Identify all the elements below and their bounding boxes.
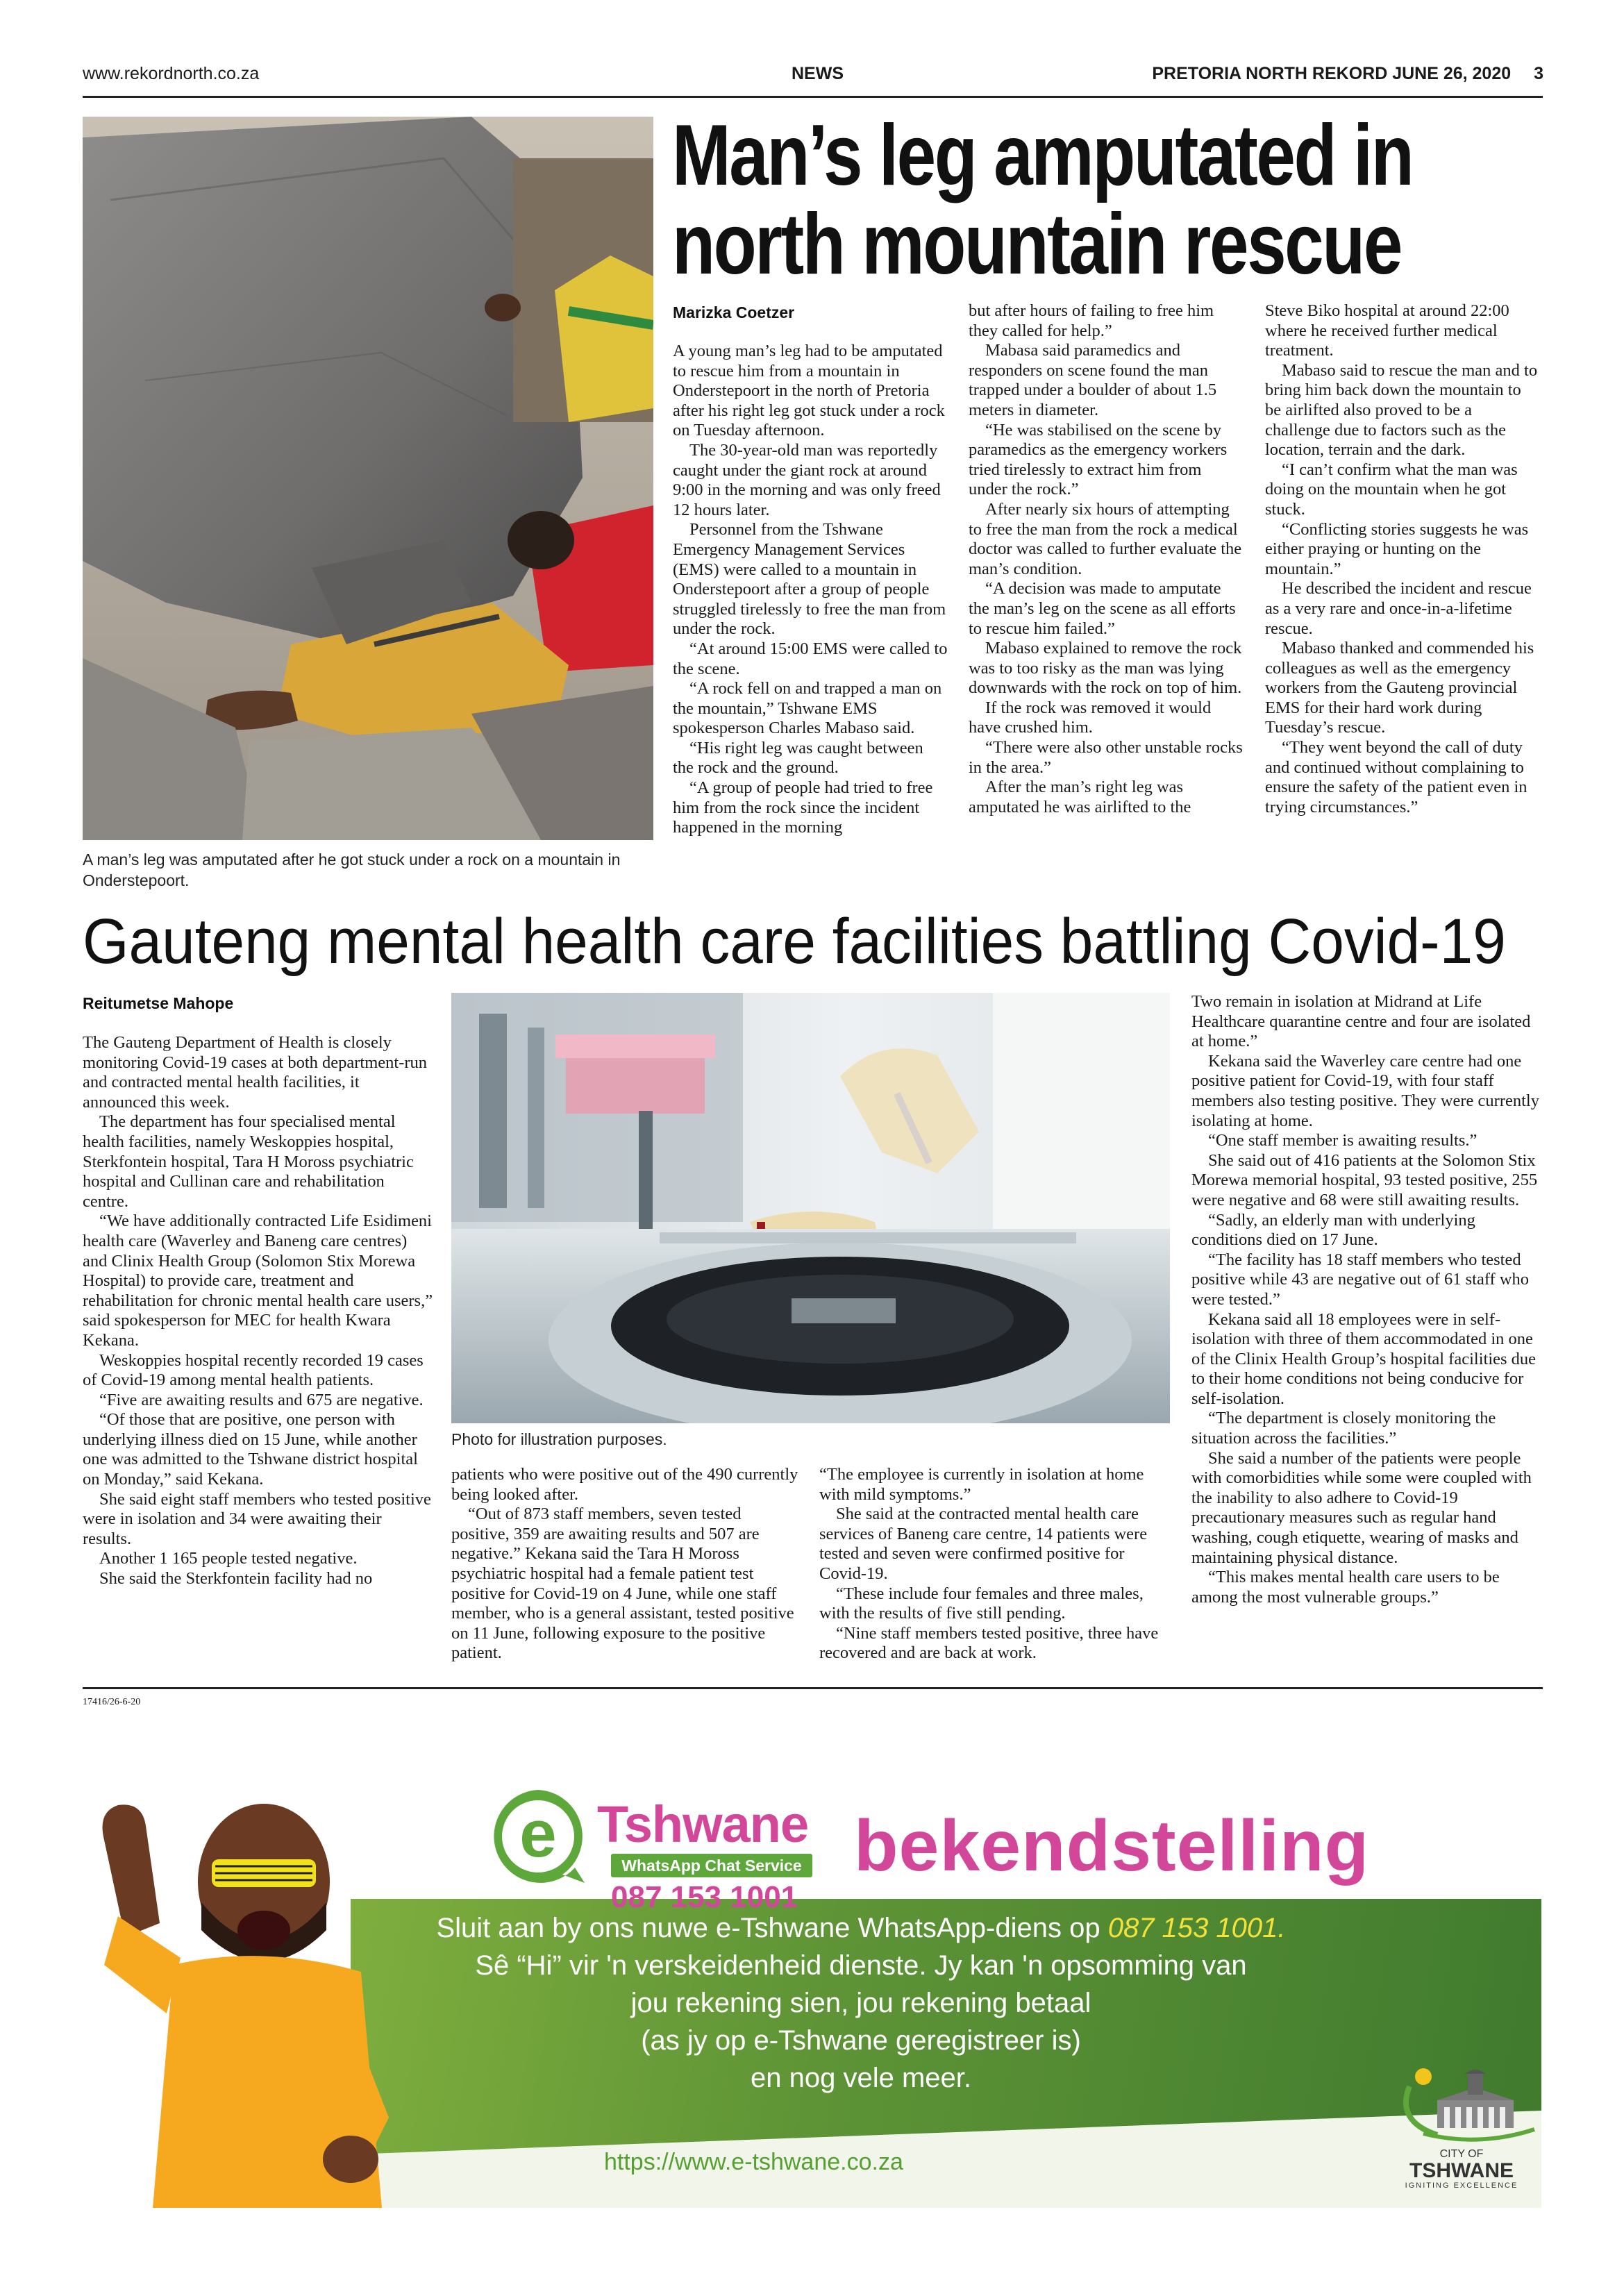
article1-column-1 [673,342,948,838]
paragraph: She said out of 416 patients at the Solomon Stix Morewa memorial hospital, 93 tested positive, 255 were negative and 68 were still awaiting results. [1191,1150,1538,1209]
paragraph: “We have additionally contracted Life Esidimeni health care (Waverley and Baneng care centres) and Clinix Health Group (Solomon Stix Morewa Hospital) to provide care, treatment and rehabilitation for chronic mental health care users,” said spokesperson for MEC for health Kwara Kekana. [83,1212,433,1350]
advert-line-1-text: Sluit aan by ons nuwe e-Tshwane WhatsApp-diens op [436,1913,1108,1943]
article2-byline: Reitumetse Mahope [83,994,234,1012]
paragraph: “Of those that are positive, one person with underlying illness died on 15 June, while another one was admitted to the Tshwane district hospital on Monday,” said Kekana. [83,1410,418,1489]
rescue-photo-caption: A man’s leg was amputated after he got stuck under a rock on a mountain in Onderstepoort. [83,850,621,889]
paragraph: “A rock fell on and trapped a man on the mountain,” Tshwane EMS spokesperson Charles Mabaso said. [673,679,942,738]
paragraph: Kekana said all 18 employees were in self-isolation with three of them accommodated in one of the Clinix Health Group’s hospital facilities due to their home conditions not being conducive for self-isolation. [1191,1309,1537,1408]
logo-subtitle: WhatsApp Chat Service [611,1854,812,1877]
header-rule [83,96,1543,98]
paragraph: Weskoppies hospital recently recorded 19 cases of Covid-19 among mental health patients. [83,1350,424,1390]
paragraph: “One staff member is awaiting results.” [1208,1131,1477,1150]
paragraph: Mabasa said paramedics and responders on scene found the man trapped under a boulder of about 1.5 meters in diameter. [969,341,1217,419]
advert-person-image [76,1784,410,2208]
paragraph: “The employee is currently in isolation at home with mild symptoms.” [819,1465,1144,1504]
paragraph: “At around 15:00 EMS were called to the scene. [673,639,948,678]
lab-photo [451,993,1170,1423]
rescue-photo [83,117,653,840]
paragraph: The department has four specialised mental health facilities, namely Weskoppies hospital, Sterkfontein hospital, Tara H Moross psychiatric hospital and Cullinan care and rehabilitation centre. [83,1112,414,1211]
logo-phone-number[interactable]: 087 153 1001 [611,1880,798,1914]
paragraph: “This makes mental health care users to be among the most vulnerable groups.” [1191,1568,1500,1607]
advert-title: bekendstelling [854,1806,1370,1886]
advert-line-3: jou rekening sien, jou rekening betaal [630,1988,1091,2018]
article1-headline-line1: Man’s leg amputated in [672,108,1413,203]
city-name-label: TSHWANE [1409,2159,1514,2182]
article2-column-2 [451,1465,803,1664]
paragraph: She said a number of the patients were people with comorbidities while some were coupled with the inability to also adhere to Covid-19 precautionary measures such as regular hand washing, cough etiquette, wearing of masks and maintaining physical distance. [1191,1448,1532,1567]
paragraph: The Gauteng Department of Health is closely monitoring Covid-19 cases at both department-run and contracted mental health facilities, it announced this week. [83,1033,428,1112]
publication-date: PRETORIA NORTH REKORD JUNE 26, 2020 [1152,64,1512,83]
paragraph: After the man’s right leg was amputated he was airlifted to the [969,778,1191,816]
paragraph: “They went beyond the call of duty and continued without complaining to ensure the safety of the patient even in trying circumstances.” [1265,738,1527,816]
paragraph: She said at the contracted mental health care services of Baneng care centre, 14 patients were tested and seven were confirmed positive for Covid-19. [819,1505,1148,1583]
paragraph: “There were also other unstable rocks in the area.” [969,738,1243,777]
paragraph: Mabaso explained to remove the rock was to too risky as the man was lying downwards with the rock on top of him. [969,639,1242,698]
paragraph: Personnel from the Tshwane Emergency Management Services (EMS) were called to a mountain in Onderstepoort after a group of people struggled tirelessly to free the man from under the rock. [673,520,946,639]
advert-line-2: Sê “Hi” vir 'n verskeidenheid dienste. Jy kan 'n opsomming van [475,1950,1247,1981]
article1-column-2 [969,301,1244,817]
paragraph: “These include four females and three males, with the results of five still pending. [819,1584,1144,1623]
e-tshwane-logo-icon [486,1784,590,1888]
advert-line-5: en nog vele meer. [751,2063,971,2093]
page-number: 3 [1534,64,1543,83]
paragraph: “The facility has 18 staff members who tested positive while 43 are negative out of 61 staff who were tested.” [1191,1250,1530,1309]
city-of-label: CITY OF [1439,2148,1484,2160]
advert-line-4: (as jy op e-Tshwane geregistreer is) [641,2025,1081,2056]
paragraph: “His right leg was caught between the rock and the ground. [673,738,923,778]
paragraph: Mabaso said to rescue the man and to bring him back down the mountain to be airlifted also proved to be a challenge due to factors such as the location, terrain and the dark. [1265,360,1538,460]
article1-headline-line2: north mountain rescue [672,196,1401,292]
paragraph: “Out of 873 staff members, seven tested positive, 359 are awaiting results and 507 are negative.” Kekana said the Tara H Moross psychiatric hospital had a female patient test positive for Covid-19 on 4 June, while one staff member, who is a general assistant, tested positive on 11 June, following exposure to the positive patient. [451,1505,794,1663]
section-label: NEWS [792,64,844,83]
article1-column-3 [1265,301,1540,817]
paragraph: patients who were positive out of the 490 currently being looked after. [451,1465,798,1504]
paragraph: “A group of people had tried to free him from the rock since the incident happened in the morning [673,778,933,837]
city-hall-icon [1382,2065,1541,2142]
paragraph: If the rock was removed it would have crushed him. [969,698,1212,737]
paragraph: Mabaso thanked and commended his colleagues as well as the emergency workers from the Gauteng provincial EMS for their hard work during Tuesday’s rescue. [1265,639,1534,737]
city-of-tshwane-logo [1382,2065,1541,2190]
paragraph: After nearly six hours of attempting to free the man from the rock a medical doctor was called to further evaluate the man’s condition. [969,499,1242,578]
paragraph: Kekana said the Waverley care centre had one positive patient for Covid-19, with four staff members also testing positive. They were currently isolating at home. [1191,1051,1539,1130]
article1-byline: Marizka Coetzer [673,303,795,321]
paragraph: A young man’s leg had to be amputated to rescue him from a mountain in Onderstepoort in the north of Pretoria after his right leg got stuck under a rock on Tuesday afternoon. [673,342,945,440]
logo-wordmark: Tshwane [597,1795,809,1853]
paragraph: “I can’t confirm what the man was doing on the mountain when he got stuck. [1265,460,1518,519]
logo-letter: e [519,1797,557,1871]
paragraph: She said eight staff members who tested positive were in isolation and 34 were awaiting their results. [83,1489,431,1548]
website-url[interactable]: www.rekordnorth.co.za [83,64,260,83]
paragraph: Steve Biko hospital at around 22:00 where he received further medical treatment. [1265,301,1509,360]
paragraph: “Conflicting stories suggests he was either praying or hunting on the mountain.” [1265,519,1529,578]
advert-body [375,1909,1347,2097]
paragraph: “Five are awaiting results and 675 are negative. [99,1390,424,1409]
paragraph: Two remain in isolation at Midrand at Life Healthcare quarantine centre and four are isolated at home.” [1191,992,1531,1051]
paragraph: The 30-year-old man was reportedly caught under the giant rock at around 9:00 in the morning and was only freed 12 hours later. [673,440,941,519]
article2-column-4 [1191,992,1543,1607]
paragraph: “Nine staff members tested positive, three have recovered and are back at work. [819,1623,1159,1663]
article2-headline: Gauteng mental health care facilities battling Covid-19 [83,906,1506,977]
city-tagline: IGNITING EXCELLENCE [1405,2181,1518,2190]
advert-whatsapp-number[interactable]: 087 153 1001. [1107,1913,1286,1943]
paragraph: She said the Sterkfontein facility had no [99,1569,373,1589]
paragraph: “Sadly, an elderly man with underlying conditions died on 17 June. [1191,1210,1475,1250]
paragraph: “The department is closely monitoring the situation across the facilities.” [1191,1409,1496,1448]
paragraph: “A decision was made to amputate the man’s leg on the scene as all efforts to rescue him failed.” [969,579,1236,638]
article1-headline [672,108,1413,292]
paragraph: Another 1 165 people tested negative. [99,1549,358,1568]
advert-website-link[interactable]: https://www.e-tshwane.co.za [604,2149,903,2175]
content-rule [83,1687,1543,1689]
ad-reference-code: 17416/26-6-20 [83,1697,141,1707]
article2-column-1 [83,1033,434,1589]
article2-column-3 [819,1465,1171,1664]
advert-line-1 [375,1909,1347,1947]
publication-info [1152,64,1543,84]
paragraph: He described the incident and rescue as a very rare and once-in-a-lifetime rescue. [1265,579,1532,638]
paragraph: “He was stabilised on the scene by paramedics as the emergency workers tried tirelessly to extract him from under the rock.” [969,420,1228,499]
paragraph: but after hours of failing to free him they called for help.” [969,301,1214,340]
lab-photo-caption: Photo for illustration purposes. [451,1430,667,1448]
